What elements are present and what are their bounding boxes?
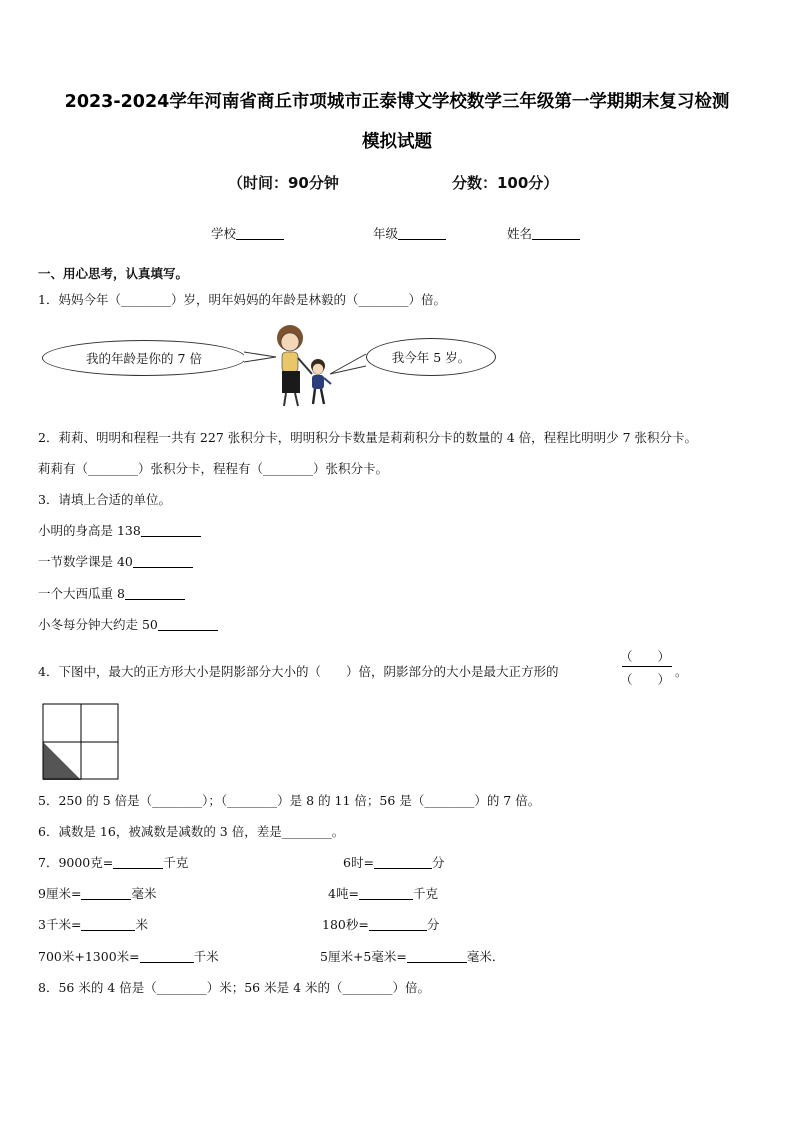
title-line-1: 2023-2024学年河南省商丘市项城市正泰博文学校数学三年级第一学期期末复习检测 <box>64 92 730 112</box>
child-leg <box>313 389 315 404</box>
q7-row-3-right <box>322 915 439 933</box>
mother-face <box>281 333 299 351</box>
q7-unit: 千克 <box>163 855 189 870</box>
q7-blank[interactable] <box>81 886 131 900</box>
question-6: 6．减数是 16，被减数是减数的 3 倍，差是________。 <box>38 824 345 839</box>
child-face <box>313 364 324 375</box>
q7-row-4-right <box>320 947 504 965</box>
mother-child-illustration <box>238 322 378 414</box>
q3-item-text: 小明的身高是 138 <box>38 523 141 538</box>
q7-unit: 毫米 <box>131 886 157 901</box>
title-line-2: 模拟试题 <box>362 132 432 152</box>
q7-expr: 4吨= <box>328 886 359 901</box>
q7-blank[interactable] <box>369 917 427 931</box>
grade-label: 年级 <box>373 226 399 241</box>
bubble-tail-right <box>330 354 366 374</box>
speech-bubble-mother <box>42 340 246 376</box>
question-4: 4．下图中，最大的正方形大小是阴影部分大小的（ ）倍，阴影部分的大小是最大正方形的 <box>38 664 559 679</box>
square-diagram <box>42 703 120 781</box>
q7-blank[interactable] <box>113 855 163 869</box>
q7-unit: 千克 <box>412 886 438 901</box>
question-8: 8．56 米的 4 倍是（________）米；56 米是 4 米的（________）倍。 <box>38 980 431 995</box>
q7-expr: 9厘米= <box>38 886 82 901</box>
q7-blank[interactable] <box>374 855 432 869</box>
exam-score: 分数：100分） <box>452 174 559 192</box>
q7-row-1-left <box>38 853 188 871</box>
q7-row-3-left <box>38 915 148 933</box>
school-blank[interactable] <box>236 226 284 240</box>
speech-bubble-child <box>366 338 496 376</box>
q7-row-2-right <box>328 884 438 902</box>
q7-unit: 米 <box>135 917 148 932</box>
q7-row-4-left <box>38 947 219 965</box>
fraction-numerator[interactable]: （ ） <box>620 649 671 664</box>
q3-item-lesson <box>38 552 193 570</box>
q3-item-height <box>38 521 201 539</box>
mother-leg <box>284 393 286 406</box>
bubble-right-text: 我今年 5 岁。 <box>391 350 471 365</box>
question-3: 3．请填上合适的单位。 <box>38 492 171 507</box>
q7-unit: 分 <box>431 855 445 870</box>
q7-expr: 3千米= <box>38 917 82 932</box>
q7-expr: 700米+1300米= <box>38 949 140 964</box>
child-arm <box>324 378 331 384</box>
q7-unit: 分 <box>426 917 440 932</box>
name-blank[interactable] <box>532 226 580 240</box>
q7-expr: 180秒= <box>322 917 369 932</box>
q7-blank[interactable] <box>140 949 194 963</box>
q3-item-watermelon <box>38 584 185 602</box>
shaded-triangle <box>43 742 81 780</box>
q7-blank[interactable] <box>359 886 413 900</box>
q7-expr: 6时= <box>343 855 374 870</box>
bubble-left-text: 我的年龄是你的 7 倍 <box>86 351 202 366</box>
q7-unit: 千米 <box>193 949 219 964</box>
mother-skirt <box>282 371 300 393</box>
question-4-end: 。 <box>675 664 688 679</box>
q3-item-text: 小冬每分钟大约走 50 <box>38 617 158 632</box>
q3-item-text: 一节数学课是 40 <box>38 554 133 569</box>
child-leg <box>321 389 324 404</box>
question-2-line-2: 莉莉有（________）张积分卡，程程有（________）张积分卡。 <box>38 461 389 476</box>
q7-expr: 7．9000克= <box>38 855 114 870</box>
q3-blank[interactable] <box>158 617 218 631</box>
q7-blank[interactable] <box>81 917 135 931</box>
q3-item-walk <box>38 615 218 633</box>
fraction-bar <box>622 666 672 667</box>
mother-top <box>282 352 298 372</box>
q7-row-1-right <box>343 853 444 871</box>
q7-expr: 5厘米+5毫米= <box>320 949 407 964</box>
mother-arm <box>298 358 312 374</box>
fraction-denominator[interactable]: （ ） <box>620 672 671 687</box>
exam-time: （时间：90分钟 <box>228 174 339 192</box>
q7-blank[interactable] <box>407 949 467 963</box>
question-2-line-1: 2．莉莉、明明和程程一共有 227 张积分卡，明明积分卡数量是莉莉积分卡的数量的 4 倍，程程比明明少 7 张积分卡。 <box>38 430 698 445</box>
q3-blank[interactable] <box>141 523 201 537</box>
child-body <box>312 375 324 389</box>
school-label: 学校 <box>211 226 237 241</box>
q7-row-2-left <box>38 884 156 902</box>
name-field[interactable] <box>507 224 580 242</box>
grade-field[interactable] <box>373 224 446 242</box>
question-5: 5．250 的 5 倍是（________）；（________）是 8 的 11 倍；56 是（________）的 7 倍。 <box>38 793 541 808</box>
q7-unit: 毫米． <box>466 949 505 964</box>
name-label: 姓名 <box>507 226 533 241</box>
q3-blank[interactable] <box>125 586 185 600</box>
q3-item-text: 一个大西瓜重 8 <box>38 586 125 601</box>
section-1-heading: 一、用心思考，认真填写。 <box>38 266 189 281</box>
bubble-tail-left <box>244 352 276 362</box>
q3-blank[interactable] <box>133 554 193 568</box>
mother-leg <box>295 393 298 406</box>
question-1: 1．妈妈今年（________）岁，明年妈妈的年龄是林毅的（________）倍。 <box>38 292 446 307</box>
school-field[interactable] <box>211 224 284 242</box>
grade-blank[interactable] <box>398 226 446 240</box>
